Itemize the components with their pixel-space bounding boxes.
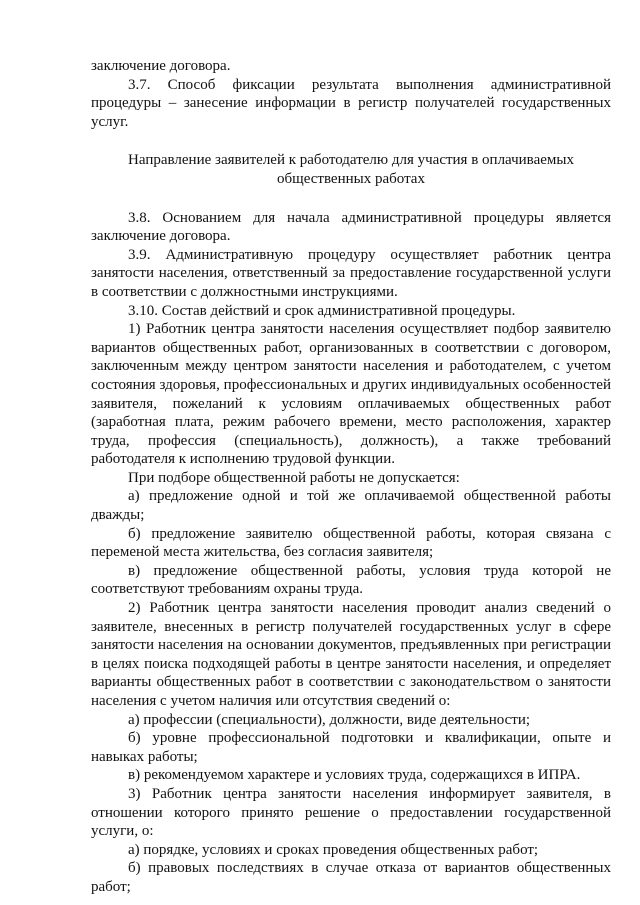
paragraph-item-3b: б) правовых последствиях в случае отказа от вариантов общественных работ; xyxy=(91,860,611,895)
paragraph-item-1: 1) Работник центра занятости населения осуществляет подбор заявителю вариантов общественных работ, организованных в соответствии с договором, заключенным между центром занятости населения и работодателем, с учетом состояния здоровья, профессиональных и других индивидуальных особенностей заявителя, пожеланий к условиям оплачиваемых общественных работ (заработная плата, режим рабочего времени, место расположения, характер труда, профессия (специальность), должность), а также требований работодателя к исполнению трудовой функции. xyxy=(91,321,611,468)
paragraph-3-8: 3.8. Основанием для начала административной процедуры является заключение договора. xyxy=(91,209,611,245)
paragraph-item-1c: в) предложение общественной работы, условия труда которой не соответствуют требованиям охраны труда. xyxy=(91,562,611,598)
section-heading: Направление заявителей к работодателю для участия в оплачиваемых общественных работах xyxy=(128,152,574,187)
document-page xyxy=(91,57,611,897)
paragraph-item-2c: в) рекомендуемом характере и условиях труда, содержащихся в ИПРА. xyxy=(128,767,581,784)
paragraph-not-allowed: При подборе общественной работы не допускается: xyxy=(128,469,460,486)
paragraph-item-3a: а) порядке, условиях и сроках проведения общественных работ; xyxy=(128,841,539,858)
paragraph-3-9: 3.9. Административную процедуру осуществляет работник центра занятости населения, ответственный за предоставление государственной услуги в соответствии с должностными инструкциями. xyxy=(91,246,611,300)
paragraph-item-2a: а) профессии (специальности), должности, виде деятельности; xyxy=(128,711,531,728)
paragraph-item-2: 2) Работник центра занятости населения проводит анализ сведений о заявителе, внесенных в регистр получателей государственных услуг в сфере занятости населения на основании документов, предъявленных при регистрации в целях поиска подходящей работы в центре занятости населения, и определяет варианты общественных работ в соответствии с законодательством о занятости населения с учетом наличия или отсутствия сведений о: xyxy=(91,600,611,709)
paragraph-item-2b: б) уровне профессиональной подготовки и квалификации, опыте и навыках работы; xyxy=(91,730,611,765)
paragraph-item-1b: б) предложение заявителю общественной работы, которая связана с переменой места жительства, без согласия заявителя; xyxy=(91,525,611,561)
paragraph-item-3: 3) Работник центра занятости населения информирует заявителя, в отношении которого принято решение о предоставлении государственной услуги, о: xyxy=(91,785,611,840)
paragraph-3-10: 3.10. Состав действий и срок административной процедуры. xyxy=(128,302,516,319)
paragraph-continuation: заключение договора. xyxy=(91,58,231,74)
paragraph-item-1a: а) предложение одной и той же оплачиваемой общественной работы дважды; xyxy=(91,488,611,524)
paragraph-3-7: 3.7. Способ фиксации результата выполнения административной процедуры – занесение информации в регистр получателей государственных услуг. xyxy=(91,76,611,130)
